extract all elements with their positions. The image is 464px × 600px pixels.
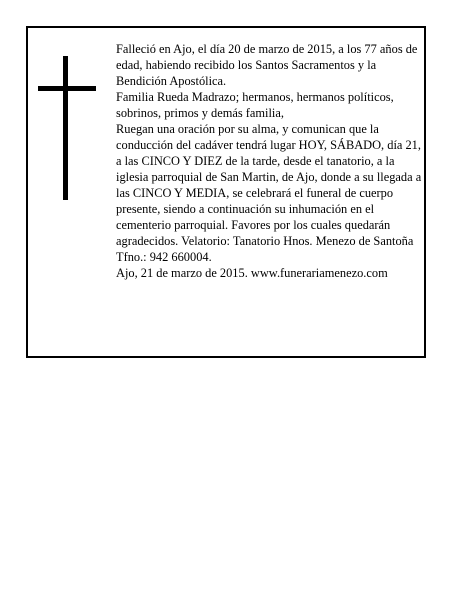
website-link[interactable]: www.funerariamenezo.com (250, 266, 388, 280)
obituary-notice (26, 26, 426, 358)
notice-body (116, 41, 424, 281)
date-place: Ajo, 21 de marzo de 2015. (116, 266, 248, 280)
funeral-details-paragraph: Ruegan una oración por su alma, y comunican que la conducción del cadáver tendrá lugar HOY, SÁBADO, día 21, a las CINCO Y DIEZ de la tarde, desde el tanatorio, a la iglesia parroquial de San Martin, de Ajo, donde a su llegada a las CINCO Y MEDIA, se celebrará el funeral de cuerpo presente, siendo a continuación su inhumación en el cementerio parroquial. Favores por los cuales quedarán agradecidos. Velatorio: Tanatorio Hnos. Menezo de Santoña Tfno.: 942 660004. (116, 122, 422, 264)
family-paragraph: Familia Rueda Madrazo; hermanos, hermanos políticos, sobrinos, primos y demás familia, (116, 90, 394, 120)
signature-line (116, 265, 424, 281)
latin-cross-icon (38, 56, 96, 200)
death-announcement-paragraph: Falleció en Ajo, el día 20 de marzo de 2015, a los 77 años de edad, habiendo recibido los Santos Sacramentos y la Bendición Apostólica. (116, 42, 418, 88)
